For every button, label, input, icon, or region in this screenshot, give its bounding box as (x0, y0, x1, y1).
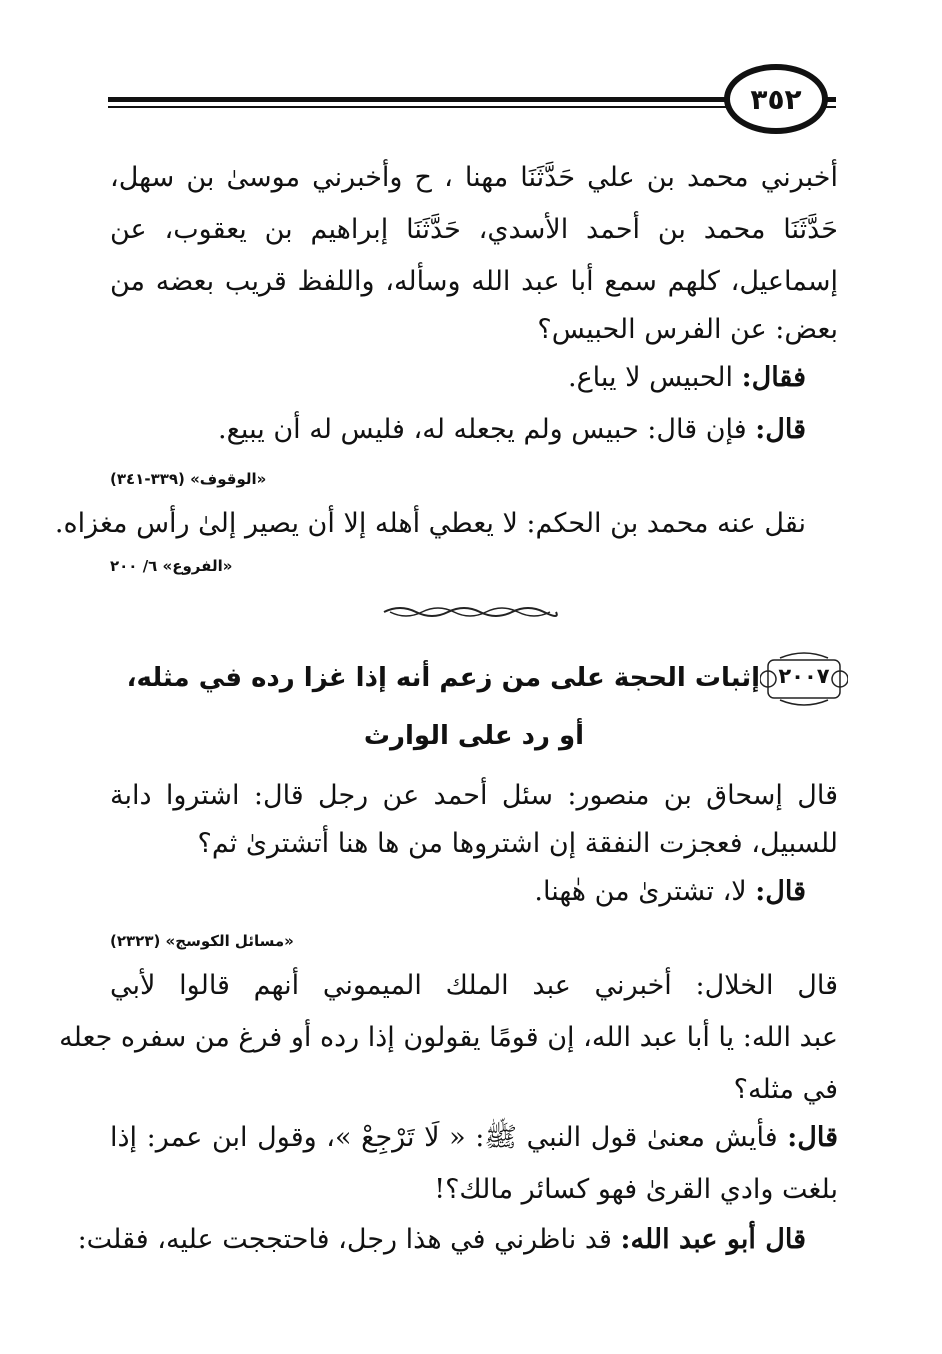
answer-text: فإن قال: حبيس ولم يجعله له، فليس له أن يبيع. (217, 414, 747, 445)
answer-line (110, 410, 838, 450)
section-heading: إثبات الحجة على من زعم أنه إذا غزا رده في مثله، (126, 663, 760, 693)
quote-line (54, 504, 838, 544)
page-number: ٣٥٢ (724, 64, 828, 134)
answer-text: لا، تشترىٰ من هٰهنا. (534, 876, 747, 907)
text-line (110, 1118, 838, 1158)
text-line: في مثله؟ (733, 1074, 838, 1105)
header-rule-thin (108, 106, 728, 108)
ornament-divider (380, 604, 560, 620)
section-number: ٢٠٠٧ (778, 664, 830, 688)
text-line: أخبرني محمد بن علي حَدَّثَنَا مهنا ، ح وأخبرني موسىٰ بن سهل، (110, 162, 838, 193)
answer-label: قال: (755, 414, 806, 445)
answer-label: قال: (787, 1122, 838, 1153)
text-line: حَدَّثَنَا محمد بن أحمد الأسدي، حَدَّثَنَا إبراهيم بن يعقوب، عن (110, 214, 838, 245)
text-line (77, 1220, 838, 1260)
text-line: بعض: عن الفرس الحبيس؟ (537, 314, 838, 345)
text-line: قال إسحاق بن منصور: سئل أحمد عن رجل قال: اشتروا دابة (110, 780, 838, 811)
answer-text: الحبيس لا يباع. (567, 362, 734, 393)
answer-label: قال: (755, 876, 806, 907)
text-line: عبد الله: يا أبا عبد الله، إن قومًا يقولون إذا رده أو فرغ من سفره جعله (59, 1022, 838, 1053)
text-line: بلغت وادي القرىٰ فهو كسائر مالك؟! (434, 1174, 838, 1205)
quote-text: نقل عنه محمد بن الحكم: لا يعطي أهله إلا أن يصير إلىٰ رأس مغزاه. (54, 508, 806, 539)
text-line: إسماعيل، كلهم سمع أبا عبد الله وسأله، واللفظ قريب بعضه من (110, 266, 838, 297)
source-citation: «الوقوف» (٣٣٩-٣٤١) (110, 470, 267, 488)
source-citation: «مسائل الكوسج» (٢٣٢٣) (110, 932, 294, 950)
answer-line (110, 872, 838, 912)
answer-label: فقال: (741, 362, 806, 393)
section-subheading: أو رد على الوارث (363, 721, 585, 751)
source-citation: «الفروع» ٦/ ٢٠٠ (110, 557, 233, 575)
answer-label: قال أبو عبد الله: (620, 1224, 806, 1255)
text-line: قال الخلال: أخبرني عبد الملك الميموني أنهم قالوا لأبي (110, 970, 838, 1001)
answer-line (110, 358, 838, 398)
answer-text: فأيش معنىٰ قول النبي ﷺ: « لَا تَرْجِعْ »، وقول ابن عمر: إذا (110, 1122, 778, 1153)
header-rule-right-thin (826, 106, 836, 108)
header-rule-thick (108, 97, 728, 102)
answer-text: قد ناظرني في هذا رجل، فاحتججت عليه، فقلت: (77, 1224, 612, 1255)
text-line: للسبيل، فعجزت النفقة إن اشتروها من ها هنا أتشترىٰ ثم؟ (197, 828, 838, 859)
page-header (0, 0, 942, 140)
